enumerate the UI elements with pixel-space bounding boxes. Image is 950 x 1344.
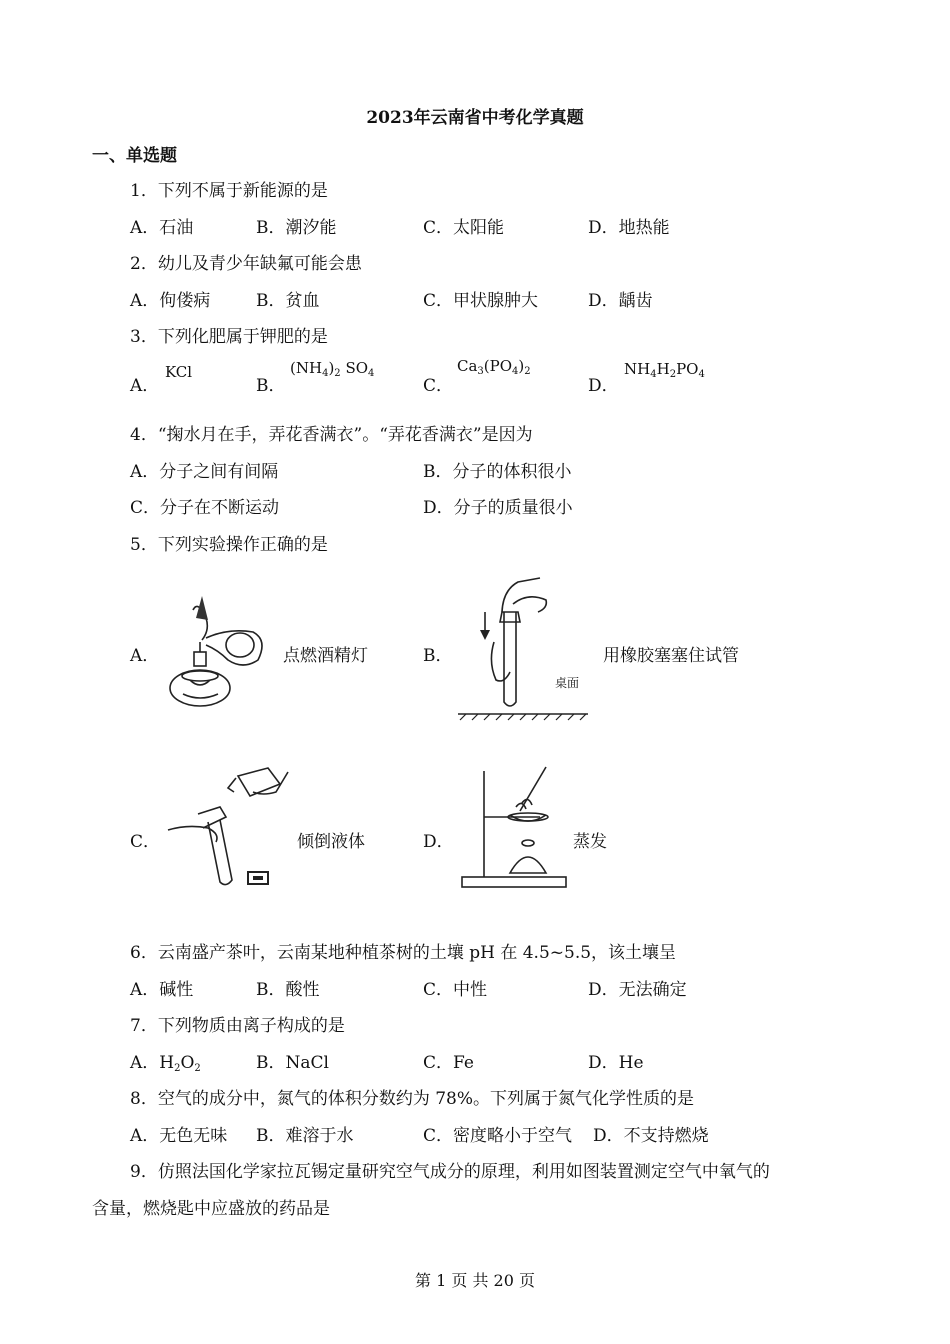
q3-formula-c: $Ca_3(PO_4)_2$	[457, 357, 531, 377]
q1-option-b: B．潮汐能	[256, 218, 337, 238]
q3-formula-b: $(NH_4)_2$ $SO_4$	[290, 359, 375, 379]
q3-option-d: D．	[588, 376, 619, 396]
q3-option-a: A．	[130, 376, 160, 396]
alcohol-lamp-lighting-figure	[158, 590, 278, 720]
pouring-liquid-figure	[168, 762, 293, 890]
q2-option-d: D．龋齿	[588, 291, 653, 311]
page-title: 2023年云南省中考化学真题	[366, 108, 584, 128]
question-8-stem: 8．空气的成分中，氮气的体积分数约为 78%。下列属于氮气化学性质的是	[130, 1089, 695, 1109]
q1-option-a: A．石油	[130, 218, 194, 238]
question-9-stem-line1: 9．仿照法国化学家拉瓦锡定量研究空气成分的原理，利用如图装置测定空气中氧气的	[130, 1162, 770, 1182]
q3-option-b: B．	[256, 376, 286, 396]
q6-option-d: D．无法确定	[588, 980, 687, 1000]
q6-option-c: C．中性	[423, 980, 488, 1000]
q5-c-caption: 倾倒液体	[297, 832, 365, 852]
q1-option-d: D．地热能	[588, 218, 670, 238]
question-9-stem-line2: 含量，燃烧匙中应盛放的药品是	[92, 1199, 330, 1219]
q6-option-b: B．酸性	[256, 980, 320, 1000]
section-heading: 一、单选题	[92, 146, 177, 166]
q2-option-c: C．甲状腺肿大	[423, 291, 539, 311]
question-3-stem: 3．下列化肥属于钾肥的是	[130, 327, 328, 347]
q5-option-b: B．	[423, 646, 453, 666]
q5-option-c: C．	[130, 832, 161, 852]
q2-option-a: A．佝偻病	[130, 291, 211, 311]
test-tube-stopper-figure	[458, 572, 593, 720]
q5-b-caption: 用橡胶塞塞住试管	[603, 646, 739, 666]
question-5-stem: 5．下列实验操作正确的是	[130, 535, 328, 555]
q3-formula-a: KCl	[165, 363, 193, 381]
q5-option-a: A．	[130, 646, 160, 666]
question-1-stem: 1．下列不属于新能源的是	[130, 181, 328, 201]
question-6-stem: 6．云南盛产茶叶，云南某地种植茶树的土壤 pH 在 4.5~5.5，该土壤呈	[130, 943, 677, 963]
q7-option-d: D．He	[588, 1053, 644, 1073]
q8-option-d: D．不支持燃烧	[593, 1126, 709, 1146]
q2-option-b: B．贫血	[256, 291, 320, 311]
q8-option-a: A．无色无味	[130, 1126, 228, 1146]
q1-option-c: C．太阳能	[423, 218, 505, 238]
q7-option-b: B．NaCl	[256, 1053, 329, 1073]
desk-label: 桌面	[555, 676, 580, 690]
question-2-stem: 2．幼儿及青少年缺氟可能会患	[130, 254, 362, 274]
q4-option-b: B．分子的体积很小	[423, 462, 572, 482]
q4-option-a: A．分子之间有间隔	[130, 462, 279, 482]
question-7-stem: 7．下列物质由离子构成的是	[130, 1016, 345, 1036]
q4-option-d: D．分子的质量很小	[423, 498, 573, 518]
page-footer: 第 1 页 共 20 页	[415, 1271, 535, 1290]
q3-option-c: C．	[423, 376, 454, 396]
evaporation-figure	[460, 765, 570, 890]
q3-formula-d: $NH_4H_2PO_4$	[624, 360, 705, 380]
q5-a-caption: 点燃酒精灯	[283, 646, 368, 666]
q6-option-a: A．碱性	[130, 980, 194, 1000]
q8-option-c: C．密度略小于空气	[423, 1126, 573, 1146]
q4-option-c: C．分子在不断运动	[130, 498, 280, 518]
q7-option-a: A．$H_2O_2$	[130, 1053, 201, 1074]
q5-option-d: D．	[423, 832, 454, 852]
question-4-stem: 4．“掬水月在手，弄花香满衣”。“弄花香满衣”是因为	[130, 425, 533, 445]
q8-option-b: B．难溶于水	[256, 1126, 354, 1146]
q5-d-caption: 蒸发	[573, 832, 607, 852]
q7-option-c: C．Fe	[423, 1053, 474, 1073]
